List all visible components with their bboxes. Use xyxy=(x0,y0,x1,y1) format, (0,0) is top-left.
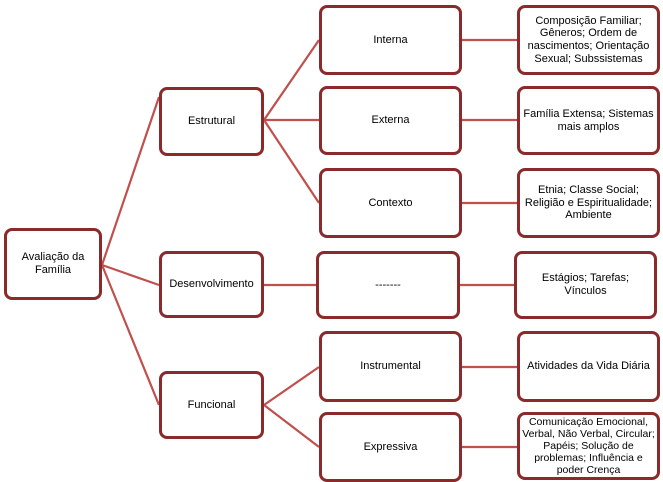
connector-funcional-expressiva xyxy=(264,405,319,447)
connector-funcional-instrumental xyxy=(264,367,319,405)
node-label: Desenvolvimento xyxy=(169,278,254,291)
node-instrumental xyxy=(319,331,462,402)
node-estrutural xyxy=(159,87,264,156)
connector-estrutural-contexto xyxy=(264,120,319,203)
node-label: Comunicação Emocional, Verbal, Não Verbal, Circular; Papéis; Solução de problemas; Influência e poder Crença xyxy=(522,415,655,477)
connector-root-desenvolvimento xyxy=(102,265,159,285)
node-label: Estágios; Tarefas; Vínculos xyxy=(541,272,630,297)
node-interna-detail xyxy=(517,5,660,75)
node-funcional xyxy=(159,371,264,439)
node-label: Interna xyxy=(373,33,408,46)
node-desenvolvimento xyxy=(159,251,264,318)
node-expressiva xyxy=(319,412,462,482)
node-externa-detail xyxy=(517,86,660,155)
node-contexto xyxy=(319,168,462,238)
node-label: Contexto xyxy=(368,196,413,209)
node-expressiva-detail xyxy=(517,412,660,480)
node-label: Externa xyxy=(371,114,410,127)
connector-root-funcional xyxy=(102,265,159,405)
connector-estrutural-interna xyxy=(264,40,319,120)
node-label: Expressiva xyxy=(363,440,418,453)
node-instrumental-detail xyxy=(517,331,660,402)
connector-root-estrutural xyxy=(102,97,159,265)
node-contexto-detail xyxy=(517,168,660,238)
node-externa xyxy=(319,86,462,155)
node-dashes xyxy=(316,251,460,319)
node-interna xyxy=(319,5,462,75)
node-label: Estrutural xyxy=(187,115,236,128)
node-label: Avaliação da Família xyxy=(21,251,85,276)
node-label: Instrumental xyxy=(360,360,421,373)
node-label: Etnia; Classe Social; Religião e Espiritualidade; Ambiente xyxy=(524,184,653,222)
node-label: Atividades da Vida Diária xyxy=(527,360,650,373)
node-dashes-detail xyxy=(514,251,657,319)
node-label: Composição Familiar; Gêneros; Ordem de nascimentos; Orientação Sexual; Subssistemas xyxy=(527,14,650,65)
node-label: ------- xyxy=(375,278,401,291)
node-label: Família Extensa; Sistemas mais amplos xyxy=(523,107,654,133)
node-label: Funcional xyxy=(187,398,236,411)
node-avaliacao-da-familia xyxy=(4,228,102,300)
